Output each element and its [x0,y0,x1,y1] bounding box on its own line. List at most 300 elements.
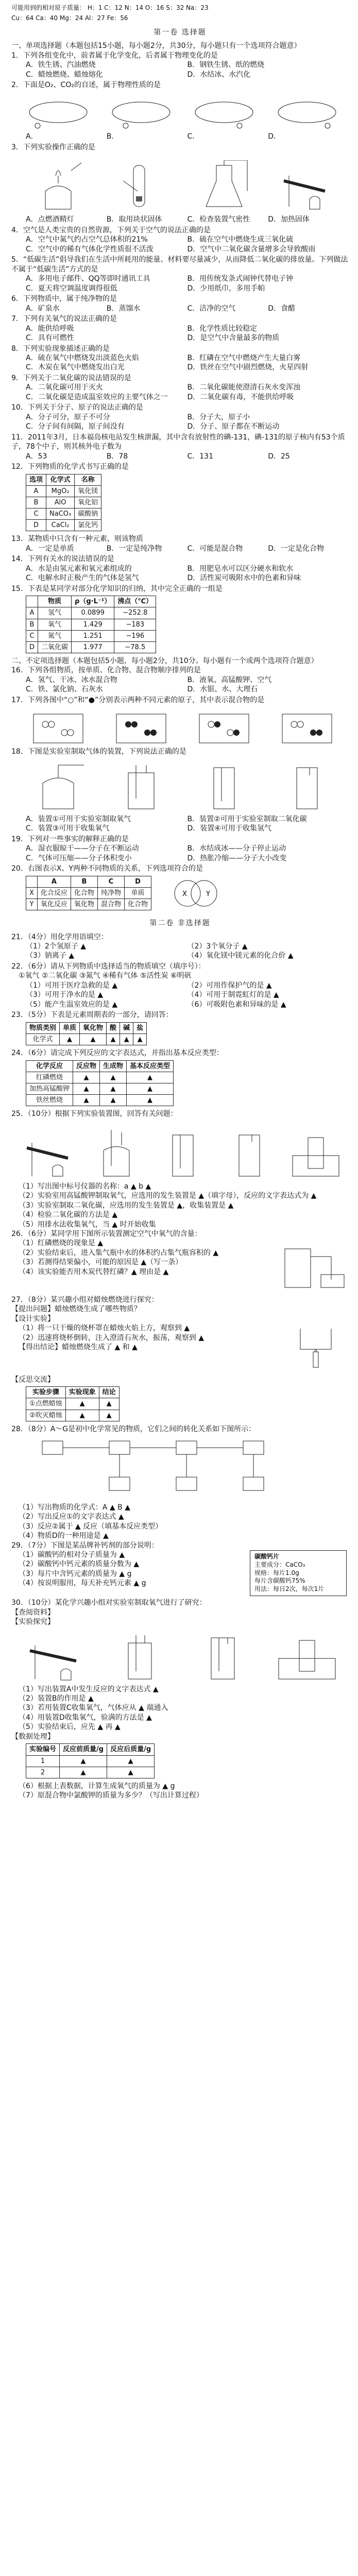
conversion-diagram-icon [32,1436,320,1498]
q9-options [26,383,349,402]
q6-options [26,304,349,313]
question-18: 18．下图是实验室制取气体的装置，下列说法正确的是 [11,748,186,756]
q29-item: （3）每片中含钙元素的质量为 ▲ g [19,1569,132,1578]
q13-options [26,544,349,553]
table-cell: 氢气 [38,607,72,619]
q25-item: （3）实验室制取二氧化碳，应选用的发生装置是 ▲，收集装置是 ▲ [19,1201,234,1210]
option: A．53 [26,452,47,461]
option: D．食醋 [268,304,296,313]
table-row [26,1767,155,1778]
q4-options [26,235,349,254]
table-header-cell [26,596,38,607]
q27-item: （2）迅速将烧杯倒转，注入澄清石灰水，振荡，观察到 ▲ [19,1333,204,1342]
table-header-cell: 单质 [60,1022,80,1033]
gas-collector-icon [193,762,255,811]
table-header-cell: 实验步骤 [26,1387,66,1398]
q27-section: 【设计实验】 [11,1314,55,1323]
q28-item: （2）写出反应①的文字表达式 ▲ [19,1513,124,1521]
question-19: 19．下列对一些事实的解释正确的是 [11,835,129,843]
table-header-cell: 碱 [120,1022,133,1033]
question-5: 5．“低碳生活”倡导我们在生活中所耗用的能量、材料要尽量减少，从而降低二氧化碳的排放量。下列做法不属于“低碳生活”方式的是 [11,256,348,274]
table-header-cell: 结论 [99,1387,119,1398]
option: B． [106,132,119,141]
table-cell: 1.429 [72,619,114,630]
table-header-cell: 基本反应类型 [127,1060,174,1072]
question-8: 8．下列实验现象描述正确的是 [11,344,110,353]
table-cell: Y [26,899,38,910]
q2-figures [16,93,349,129]
question-10: 10．下列关于分子、原子的说法正确的是 [11,403,143,412]
table-cell: 氧化物 [71,899,97,910]
table-cell: 单质 [124,887,151,899]
gas-generator-icon [27,762,89,811]
table-cell: 氧气 [38,619,72,630]
option: A．空气中氮气约占空气总体积的21% [26,235,148,244]
q3-figure-d [279,160,335,212]
option: B．化学性质比较稳定 [187,324,258,333]
q28-item: （4）物质D的一种用途是 ▲ [19,1532,109,1540]
table-header-cell: 反应物 [73,1060,100,1072]
q25-apparatus [16,1122,349,1179]
speech-bubble-icon [27,100,89,129]
table-cell: ▲ [60,1033,80,1045]
gas-collector-icon [276,762,338,811]
table-candle-experiment [26,1386,120,1421]
option: B．用传统发条式闹钟代替电子钟 [187,275,294,283]
label-line: 主要成分：CaCO₃ [254,1561,305,1568]
option: B．分子大，原子小 [187,413,250,421]
table-cell: 氧化反应 [37,899,71,910]
table-cell: ②吹灭蜡烛 [26,1410,66,1421]
q28-diagram [32,1436,349,1500]
option: C．检查装置气密性 [187,215,250,224]
option: A．能供给呼吸 [26,324,74,333]
table-row [26,630,156,641]
table-cell: 化学式 [26,1033,60,1045]
table-header-cell: 物质 [38,596,72,607]
table-row [26,1095,174,1106]
atoms-line-2: Cu：64 Ca：40 Mg：24 Al：27 Fe：56 [11,14,128,22]
blank-item: （4）可用于制霓虹灯的是 ▲ [187,991,279,999]
atoms-line-1: 可能用到的相对原子质量： H：1 C：12 N：14 O：16 S：32 Na：23 [11,4,209,11]
option: B．蒸馏水 [106,304,141,313]
table-cell: C [26,630,38,641]
table-cell: 铁丝燃烧 [26,1095,73,1106]
table-cell: ▲ [99,1398,119,1410]
q29-item: （1）碳酸钙的相对分子质量为 ▲ [19,1551,125,1559]
table-cell: ▲ [100,1072,127,1083]
q17-figures [16,708,349,744]
table-xy-relation [26,876,151,910]
q3-figures [16,155,349,212]
q19-options [26,844,349,863]
table-cell: B [26,619,38,630]
table-row [26,509,101,520]
table-header-cell: A [37,876,71,887]
table-header-cell [26,876,38,887]
option: B．钢铁生锈、纸的燃烧 [187,61,265,70]
option: B．一定是纯净物 [106,544,162,553]
option: A．硫在氧气中燃烧发出淡蓝色火焰 [26,353,139,362]
table-header-cell: 名称 [75,474,101,485]
blank-item: （4）氧化镁中镁元素的化合价 ▲ [187,952,294,960]
q26-item: （3）若测得结果偏小，可能的原因是 ▲（写一条） [19,1258,183,1267]
question-24: 24．（6分）请完成下列反应的文字表达式，并指出基本反应类型： [11,1049,224,1058]
option: A．水是由氢元素和氧元素组成的 [26,564,132,573]
question-26: 26．（6分）某同学用下图所示装置测定空气中氧气的含量： [11,1229,202,1238]
option: B．装置②可用于实验室制取二氧化碳 [187,815,307,823]
table-row [26,1083,174,1094]
q3-figure-b [113,160,169,212]
table-mass-data [26,1743,155,1778]
table-cell: 化合物 [124,899,151,910]
table-cell: B [26,497,46,508]
q20-block [11,874,349,913]
table-cell: 二氧化碳 [38,641,72,653]
candle-beaker-icon [285,1324,347,1370]
apparatus-a-icon [22,1127,78,1179]
q22-blanks [26,981,349,1009]
part1-intro: 一、单项选择题（本题包括15小题，每小题2分，共30分，每小题只有一个选项符合题意） [11,42,301,50]
question-11: 11．2011年3月，日本福岛核电站发生核泄漏，其中含有放射性的碘-131，碘-131的原子核内有53个质子，78个中子，则其核外电子数为 [11,433,345,451]
table-header-cell: 化学式 [46,474,75,485]
option: A．氢气、干冰、冰水混合物 [26,675,117,684]
question-28: 28．（8分）A～G是初中化学常见的物质，它们之间的转化关系如下图所示： [11,1425,256,1433]
q29-item: （4）按说明服用，每天补充钙元素 ▲ g [19,1579,146,1588]
q22-substances: ①氧气 ②二氧化碳 ③氮气 ④稀有气体 ⑤活性炭 ⑥明矾 [19,972,192,980]
table-cell: 加热高锰酸钾 [26,1083,73,1094]
table-cell: ▲ [99,1410,119,1421]
option: D．铁丝在空气中剧烈燃烧，火星四射 [187,363,309,372]
option: D．一定是化合物 [268,544,325,553]
q30-item: （1）写出装置A中发生反应的文字表达式 ▲ [19,1685,159,1693]
table-cell: X [26,887,38,899]
q30-section: 【数据处理】 [11,1732,55,1741]
table-cell: ▲ [127,1072,174,1083]
table-row [26,520,101,531]
option: A．装置①可用于实验室制取氧气 [26,815,131,823]
table-cell: ▲ [127,1083,174,1094]
q25-item: （2）实验室用高锰酸钾制取氧气，应选用的发生装置是 ▲（填字母），反应的文字表达式为 ▲ [19,1192,317,1200]
q1-options [26,60,349,79]
option: B．取用块状固体 [106,215,162,224]
question-15: 15．下表是某同学对部分化学知识的归纳，其中完全正确的一组是 [11,584,223,593]
table-cell: 碳酸钠 [75,509,101,520]
table-row [26,641,156,653]
q28-item: （3）反应②属于 ▲ 反应（填基本反应类型） [19,1522,163,1531]
option: D．活性炭可吸附水中的色素和异味 [187,574,301,583]
table-cell: ▲ [65,1398,99,1410]
apparatus-d-icon [274,1633,340,1682]
table-substance-class [26,1022,147,1045]
option: A．一定是单质 [26,544,74,553]
option: C．装置③可用于收集氧气 [26,824,110,833]
apparatus-b-icon [108,1633,175,1682]
table-cell: 化合反应 [37,887,71,899]
option: C．131 [187,452,213,461]
apparatus-a-icon [25,1633,92,1682]
blank-item: （2）3个氧分子 ▲ [187,942,248,951]
table-header-cell: 实验编号 [26,1744,60,1755]
q30-section: 【查阅资料】 [11,1608,55,1617]
table-cell: A [26,485,46,497]
table-row [26,485,101,497]
q27-item: （1）将一只干燥的烧杯罩在蜡烛火焰上方，观察到 ▲ [19,1324,190,1333]
question-2: 2．下面是O₂、CO₂的自述，属于物理性质的是 [11,81,161,89]
table-header-cell: 氧化物 [80,1022,107,1033]
blank-item: （1）可用于医疗急救的是 ▲ [26,981,118,990]
q2-figure-c [193,100,255,129]
q30-item: （2）装置B的作用是 ▲ [19,1694,94,1703]
option: B．红磷在空气中燃烧产生大量白雾 [187,353,301,362]
q2-options [26,132,349,141]
q30-item: （4）用装置D收集氧气，验满的方法是 ▲ [19,1713,152,1722]
apparatus-d-icon [221,1127,278,1179]
question-17: 17．下列各图中“○”和“●”分别表示两种不同元素的原子，其中表示混合物的是 [11,696,265,704]
table-cell: ▲ [107,1755,155,1767]
q16-options [26,675,349,694]
table-header-cell: 反应后质量/g [107,1744,155,1755]
option: D．加热固体 [268,215,310,224]
table-cell: 氮气 [38,630,72,641]
apparatus-c-icon [191,1633,258,1682]
table-cell: A [26,607,38,619]
q2-figure-d [276,100,338,129]
table-formulas [26,474,101,532]
table-cell: ▲ [73,1072,100,1083]
table-header-cell: 选项 [26,474,46,485]
table-header-cell: 反应前质量/g [60,1744,107,1755]
option: C．二氧化碳是造成温室效应的主要气体之一 [26,393,168,401]
q10-options [26,413,349,432]
table-cell: 红磷燃烧 [26,1072,73,1083]
table-header-row [26,1744,155,1755]
option: C．气体可压缩——分子体积变小 [26,854,132,862]
table-cell: ▲ [60,1767,107,1778]
option: C．夏天将空调温度调得很低 [26,284,117,293]
table-row [26,1410,120,1421]
question-9: 9．下列关于二氧化碳的说法错误的是 [11,374,131,382]
table-cell: ▲ [100,1095,127,1106]
table-cell: ▲ [107,1033,120,1045]
q5-options [26,274,349,293]
table-cell: CaCl₂ [46,520,75,531]
option: A．多用电子邮件、QQ等即时通讯工具 [26,275,150,283]
molecule-box-icon [32,713,84,744]
option: A．矿泉水 [26,304,60,313]
table-cell: ▲ [120,1033,133,1045]
table-cell: ▲ [73,1095,100,1106]
question-6: 6．下列物质中，属于纯净物的是 [11,295,117,303]
table-cell: 纯净物 [97,887,124,899]
option: D． [268,132,281,141]
speech-bubble-icon [110,100,172,129]
option: A． [26,132,38,141]
option: C．具有可燃性 [26,334,74,343]
speech-bubble-icon [193,100,255,129]
table-cell: −196 [114,630,156,641]
table-cell: D [26,520,46,531]
option: C．铁、氯化钠、石灰水 [26,685,103,694]
option: D．装置④可用于收集氢气 [187,824,271,833]
heating-tube-icon [279,160,335,212]
option: B．二氧化碳能使澄清石灰水变浑浊 [187,383,301,392]
blank-item: （2）可用作保护气的是 ▲ [187,981,272,990]
table-cell: 1.251 [72,630,114,641]
q30-tail: （6）根据上表数据，计算生成氧气的质量为 ▲ g [19,1782,175,1790]
molecule-box-icon [281,713,333,744]
q3-options [26,215,349,224]
option: B．水结成冰——分子停止运动 [187,844,286,853]
label-line: 规格：每片1.0g [254,1569,299,1577]
svg-text:X: X [182,890,187,899]
option: B．液氧、高锰酸钾、空气 [187,675,272,684]
table-cell: 氯化钙 [75,520,101,531]
table-header-row [26,1387,120,1398]
option: C．蜡烛燃烧、蜡烛熔化 [26,70,103,79]
question-3: 3．下列实验操作正确的是 [11,143,95,151]
table-row [26,607,156,619]
table-header-cell: ρ（g·L⁻¹） [72,596,114,607]
flask-icon [196,160,252,212]
q27-figure [285,1324,347,1372]
alcohol-lamp-icon [30,160,87,212]
q29-label-card [250,1550,347,1596]
table-row [26,619,156,630]
q25-item: （4）检验二氧化碳的方法是 ▲ [19,1211,118,1219]
q3-figure-a [30,160,87,212]
table-cell: NaCO₃ [46,509,75,520]
table-cell: ▲ [133,1033,147,1045]
q26-figure [280,1239,347,1293]
table-header-row [26,876,151,887]
table-gas-properties [26,596,156,653]
question-27: 27．（8分）某兴趣小组对蜡烛燃烧进行探究： [11,1295,159,1304]
q27-item: 【得出结论】蜡烛燃烧生成了 ▲ 和 ▲ [19,1343,138,1352]
q30-tail: （7）原混合物中氯酸钾的质量为多少？（写出计算过程） [19,1791,203,1800]
q27-section: 【提出问题】蜡烛燃烧生成了哪些物质？ [11,1305,141,1314]
q18-figures [16,760,349,811]
table-header-row [26,1022,147,1033]
part1b-intro: 二、不定项选择题（本题包括5小题，每小题2分，共10分。每小题有一个或两个选项符合题意） [11,656,318,665]
option: D．二氧化碳有毒，不能供给呼吸 [187,393,294,401]
table-cell: 0.0899 [72,607,114,619]
q2-figure-a [27,100,89,129]
molecule-box-icon [198,713,250,744]
q7-options [26,324,349,343]
table-row [26,1072,174,1083]
option: D．是空气中含量最多的物质 [187,334,280,343]
table-cell: −252.8 [114,607,156,619]
option: C．分子间有间隔，原子间没有 [26,422,125,431]
table-header-cell: D [124,876,151,887]
question-7: 7．下列有关氧气的说法正确的是 [11,315,117,324]
option: D．空气中二氧化碳含量增多会导致酸雨 [187,245,316,253]
speech-bubble-icon [276,100,338,129]
table-row [26,1033,147,1045]
table-cell: D [26,641,38,653]
question-14: 14．下列有关水的说法错误的是 [11,555,114,564]
table-cell: ①点燃蜡烛 [26,1398,66,1410]
question-30: 30．（10分）某化学兴趣小组对实验室制取氧气进行了研究： [11,1599,207,1607]
option: A．铁生锈、汽油燃烧 [26,61,96,70]
q27-section: 【反思交流】 [11,1375,55,1384]
question-13: 13．某物质中只含有一种元素，则该物质 [11,535,143,544]
blank-item: （5）能产生温室效应的是 ▲ [26,1000,118,1009]
option: D．分子、原子都在不断运动 [187,422,280,431]
table-cell: −183 [114,619,156,630]
table-header-cell: 盐 [133,1022,147,1033]
table-row [26,1755,155,1767]
blank-item: （3）可用于净水的是 ▲ [26,991,104,999]
question-4: 4．空气是人类宝贵的自然资源，下列关于空气的说法正确的是 [11,226,211,234]
molecule-box-icon [115,713,167,744]
option: A．二氧化碳可用于灭火 [26,383,103,392]
q26-item: （2）实验结束后，进入集气瓶中水的体积约占集气瓶容积的 ▲ [19,1248,219,1257]
venn-diagram-icon [167,878,224,909]
table-row [26,887,151,899]
part2-title: 第二卷 非选择题 [149,919,211,928]
table-cell: ▲ [60,1755,107,1767]
option: D．热胀冷缩——分子大小改变 [187,854,287,862]
table-header-cell: B [71,876,97,887]
q30-apparatus [16,1630,349,1682]
table-cell: ▲ [65,1410,99,1421]
q25-item: （1）写出图中标号仪器的名称：a ▲ b ▲ [19,1182,151,1191]
option: C．空气中的稀有气体化学性质很不活泼 [26,245,154,253]
table-header-cell: 沸点（℃） [114,596,156,607]
q18-options [26,815,349,834]
question-25: 25．（10分）根据下列实验装置图，回答有关问题： [11,1110,178,1118]
table-cell: 氧化镁 [75,485,101,497]
q21-items [26,942,349,961]
q30-item: （3）若用装置C收集氧气，气体应从 ▲ 端通入 [19,1704,168,1713]
option: A．分子可分，原子不可分 [26,413,110,421]
table-cell: 化合物 [71,887,97,899]
option: D．水结冰、水汽化 [187,70,251,79]
table-header-cell: 实验现象 [65,1387,99,1398]
table-header-row [26,474,101,485]
option: C．木炭在氧气中燃烧发出白光 [26,363,125,372]
table-cell: 混合物 [97,899,124,910]
q3-figure-c [196,160,252,212]
table-cell: AlO [46,497,75,508]
blank-item: （6）可吸附色素和异味的是 ▲ [187,1000,286,1009]
table-cell: 1.977 [72,641,114,653]
option: C．可能是混合物 [187,544,243,553]
option: A．湿衣服晾干——分子在不断运动 [26,844,139,853]
option: C．洁净的空气 [187,304,236,313]
table-cell: ▲ [107,1767,155,1778]
q30-item: （5）实验结束后，应先 ▲ 再 ▲ [19,1723,121,1732]
table-cell: 1 [26,1755,60,1767]
question-23: 23．（5分）下表是元素周期表的一部分，请回答： [11,1011,173,1020]
q28-item: （1）写出物质的化学式：A ▲ B ▲ [19,1503,130,1512]
option: B．用肥皂水可以区分硬水和软水 [187,564,294,573]
option: C． [187,132,200,141]
apparatus-c-icon [155,1127,211,1179]
table-cell: MgO₂ [46,485,75,497]
table-cell: −78.5 [114,641,156,653]
table-header-cell: 物质类别 [26,1022,60,1033]
q29-item: （2）碳酸钙中钙元素的质量分数为 ▲ [19,1560,140,1569]
q11-options [26,452,349,461]
apparatus-b-icon [88,1127,145,1179]
q2-figure-b [110,100,172,129]
table-cell: ▲ [80,1033,107,1045]
option: A．点燃酒精灯 [26,215,74,224]
table-cell: ▲ [127,1095,174,1106]
